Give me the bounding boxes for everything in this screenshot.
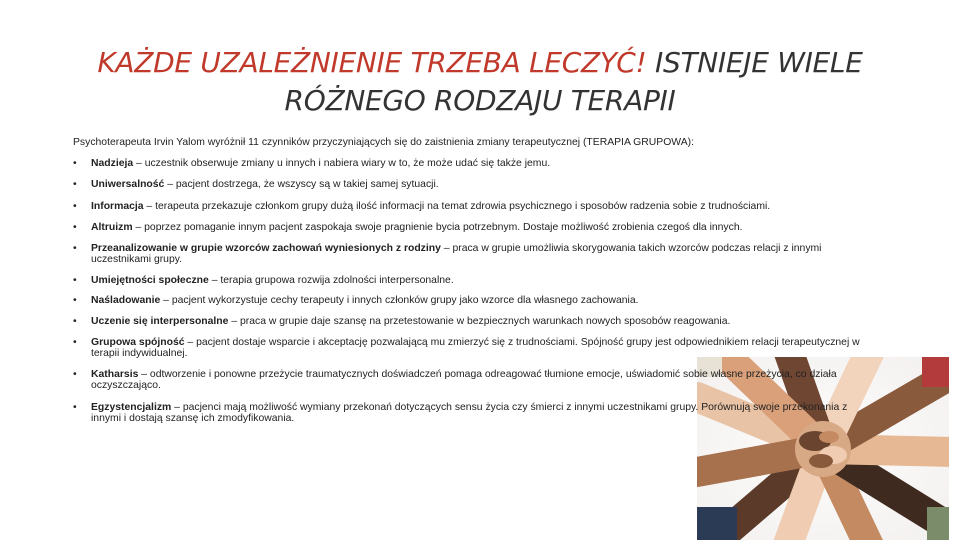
list-item-text [91,402,873,424]
list-item-text [91,243,873,265]
list-item-text [91,295,873,306]
list-item-desc: – uczestnik obserwuje zmiany u innych i nabiera wiary w to, że może udać się także jemu. [133,158,551,169]
list-item-term: Nadzieja [91,158,134,169]
title-rest: ISTNIEJE WIELE [646,46,863,79]
list-item-term: Grupowa spójność [91,337,185,348]
list-item-text [91,337,873,359]
list-item-term: Przeanalizowanie w grupie wzorców zachowań wyniesionych z rodziny [91,243,441,254]
list-item-text [91,158,873,169]
list-item-text [91,316,873,327]
bullet: • [73,275,77,286]
list-item-term: Umiejętności społeczne [91,275,209,286]
list-item-term: Uczenie się interpersonalne [91,316,229,327]
list-item-text [91,179,873,190]
list-item-desc: – pacjent wykorzystuje cechy terapeuty i innych członków grupy jako wzorce dla własnego zachowania. [160,295,639,306]
list-item-desc: – terapia grupowa rozwija zdolności interpersonalne. [208,275,454,286]
list-item-desc: – terapeuta przekazuje członkom grupy dużą ilość informacji na temat zdrowia psychicznego i sposobów radzenia sobie z trudnościami. [143,201,771,212]
bullet: • [73,158,77,169]
list-item-term: Naśladowanie [91,295,161,306]
list-item-term: Katharsis [91,369,139,380]
bullet: • [73,337,77,348]
list-item-desc: – praca w grupie daje szansę na przetestowanie w bezpiecznych warunkach nowych sposobów reagowania. [228,316,731,327]
list-item-text [91,275,873,286]
list-item-desc: – praca w grupie umożliwia skorygowania takich wzorców podczas relacji z innymi uczestnikami grupy. [91,243,822,265]
bullet: • [73,369,77,380]
bullet: • [73,316,77,327]
list-item-desc: – odtworzenie i ponowne przeżycie traumatycznych doświadczeń pomaga odreagować tłumione emocje, uświadomić sobie własne przeżycia, co działa oczyszczająco. [91,369,837,391]
bullet: • [73,201,77,212]
list-item-desc: – poprzez pomaganie innym pacjent zaspokaja swoje pragnienie bycia potrzebnym. Dostaje możliwość zrobienia czegoś dla innych. [132,222,743,233]
list-item-term: Informacja [91,201,144,212]
bullet: • [73,243,77,254]
list-item-term: Altruizm [91,222,133,233]
list-item-desc: – pacjent dostaje wsparcie i akceptację pozwalającą mu zmierzyć się z trudnościami. Spójność grupy jest odpowiednikiem relacji terapeutycznej w terapii indywidualnej. [91,337,860,359]
bullet: • [73,295,77,306]
title-highlight: KAŻDE UZALEŻNIENIE TRZEBA LECZYĆ! [97,46,647,79]
list-item-text [91,201,873,212]
list-item-term: Egzystencjalizm [91,402,172,413]
list-item-desc: – pacjent dostrzega, że wszyscy są w takiej samej sytuacji. [164,179,439,190]
list-item-text [91,222,873,233]
title-line-2: RÓŻNEGO RODZAJU TERAPII [284,84,676,117]
slide-title [60,44,900,120]
bullet: • [73,222,77,233]
list-item-term: Uniwersalność [91,179,165,190]
list-item-desc: – pacjenci mają możliwość wymiany przekonań dotyczących sensu życia czy śmierci z innymi uczestnikami grupy. Porównują swoje przekonania z innymi i dostają szansę ich zmodyfikowania. [91,402,848,424]
intro-text: Psychoterapeuta Irvin Yalom wyróżnił 11 czynników przyczyniających się do zaistnienia zmiany terapeutycznej (TERAPIA GRUPOWA): [73,137,694,148]
bullet: • [73,402,77,413]
bullet: • [73,179,77,190]
list-item-text [91,369,873,391]
